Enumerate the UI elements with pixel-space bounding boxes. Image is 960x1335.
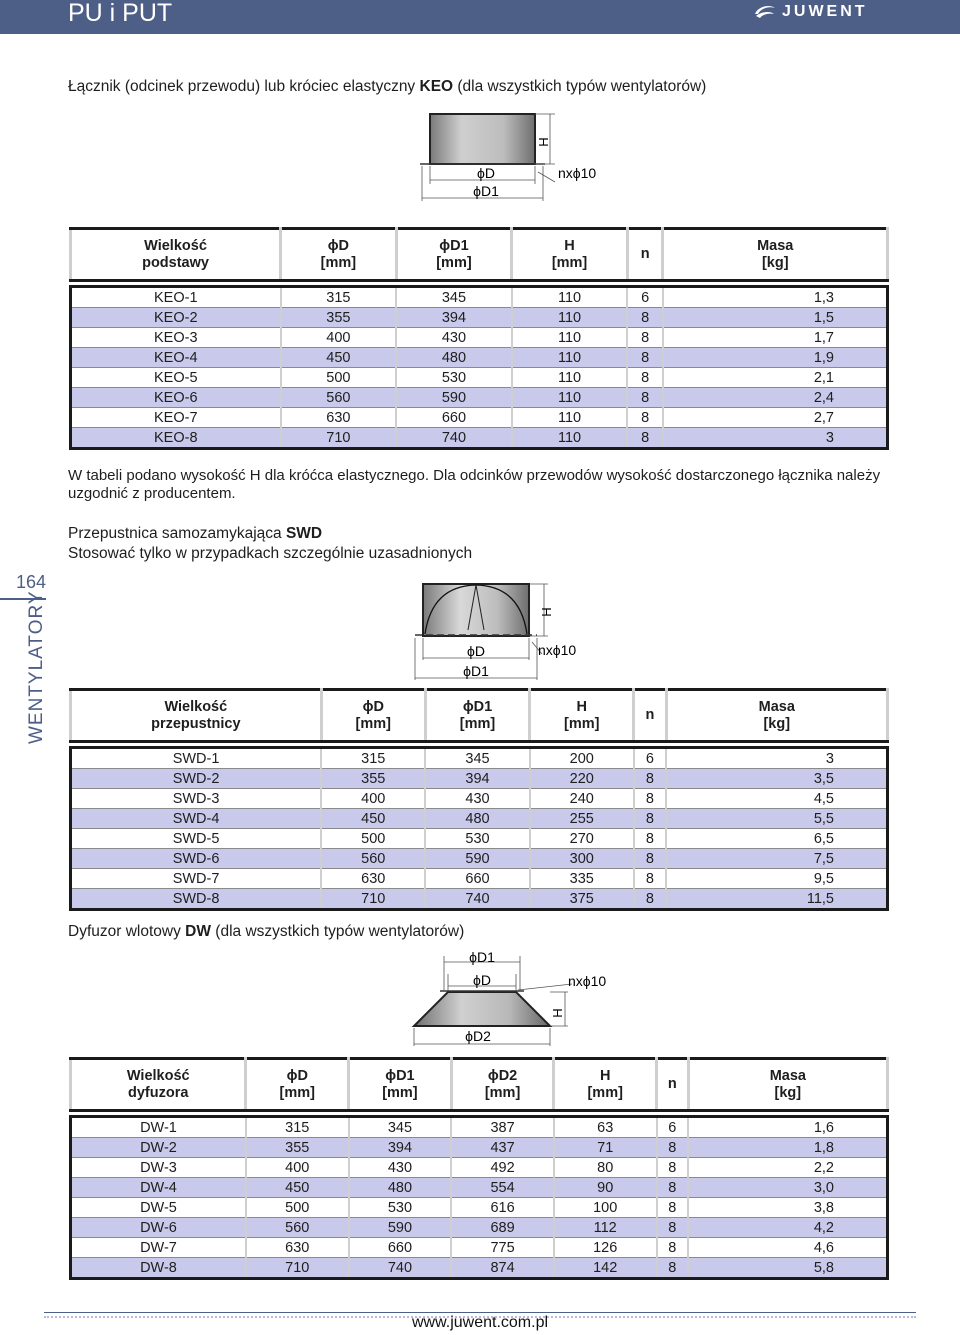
table-cell: 3,8 <box>688 1198 887 1218</box>
table-header-row <box>71 229 888 281</box>
table-cell: SWD-8 <box>71 889 322 910</box>
table-cell: KEO-2 <box>71 308 281 328</box>
table-cell: 530 <box>396 368 512 388</box>
keo-heading-text: Łącznik (odcinek przewodu) lub króciec elastyczny <box>68 78 420 95</box>
table-cell: SWD-7 <box>71 869 322 889</box>
column-header <box>663 229 888 281</box>
table-row <box>71 287 888 308</box>
column-header <box>657 1059 689 1111</box>
keo-heading-code: KEO <box>419 78 454 95</box>
table-cell: 1,3 <box>663 287 888 308</box>
table-cell: DW-4 <box>71 1178 246 1198</box>
table-cell: DW-7 <box>71 1238 246 1258</box>
table-cell: 355 <box>281 308 397 328</box>
table-cell: 110 <box>512 287 628 308</box>
table-cell: 1,8 <box>688 1138 887 1158</box>
table-cell: KEO-7 <box>71 408 281 428</box>
column-header-unit: dyfuzora <box>128 1084 189 1101</box>
swd-heading-code: SWD <box>285 525 323 542</box>
swd-diagram <box>410 578 610 684</box>
dw-table <box>69 1057 889 1280</box>
column-header <box>71 229 281 281</box>
table-cell: 110 <box>512 368 628 388</box>
table-cell: 710 <box>321 889 425 910</box>
dw-diagram <box>400 946 620 1050</box>
table-cell: 345 <box>425 748 529 769</box>
table-cell: 8 <box>627 348 663 368</box>
column-header <box>425 690 529 742</box>
table-cell: 8 <box>657 1238 689 1258</box>
table-cell: 5,5 <box>666 809 887 829</box>
column-header-title: n <box>645 707 655 723</box>
column-header-unit: [mm] <box>436 254 472 271</box>
table-cell: 590 <box>425 849 529 869</box>
table-cell: 71 <box>554 1138 657 1158</box>
table-cell: 110 <box>512 328 628 348</box>
column-header <box>71 690 322 742</box>
column-header-unit: podstawy <box>142 254 209 271</box>
table-row <box>71 809 888 829</box>
table-cell: KEO-1 <box>71 287 281 308</box>
column-header-title: ϕD2 <box>487 1067 518 1084</box>
table-cell: SWD-3 <box>71 789 322 809</box>
table-cell: 11,5 <box>666 889 887 910</box>
table-cell: 775 <box>451 1238 554 1258</box>
column-header-title: ϕD <box>327 237 350 254</box>
keo-label-holes: nxϕ10 <box>558 165 597 181</box>
table-cell: SWD-1 <box>71 748 322 769</box>
table-cell: 4,5 <box>666 789 887 809</box>
table-cell: 660 <box>349 1238 452 1258</box>
table-cell: 8 <box>657 1158 689 1178</box>
table-cell: 492 <box>451 1158 554 1178</box>
column-header-title: Masa <box>769 1067 806 1084</box>
table-row <box>71 1238 888 1258</box>
table-cell: 112 <box>554 1218 657 1238</box>
table-cell: 3,5 <box>666 769 887 789</box>
table-cell: 6 <box>627 287 663 308</box>
table-row <box>71 408 888 428</box>
table-row <box>71 829 888 849</box>
table-cell: 345 <box>396 287 512 308</box>
swd-label-holes: nxϕ10 <box>538 642 577 658</box>
table-cell: 660 <box>425 869 529 889</box>
table-cell: 500 <box>281 368 397 388</box>
table-cell: 142 <box>554 1258 657 1279</box>
table-cell: 430 <box>425 789 529 809</box>
table-row <box>71 328 888 348</box>
table-cell: SWD-5 <box>71 829 322 849</box>
table-cell: DW-6 <box>71 1218 246 1238</box>
table-cell: 8 <box>627 408 663 428</box>
table-cell: 387 <box>451 1117 554 1138</box>
column-header-unit: [mm] <box>551 254 588 271</box>
table-cell: 8 <box>627 328 663 348</box>
table-cell: 80 <box>554 1158 657 1178</box>
table-cell: 1,6 <box>688 1117 887 1138</box>
column-header <box>530 690 634 742</box>
table-cell: 660 <box>396 408 512 428</box>
keo-diagram <box>410 104 610 204</box>
table-cell: 394 <box>349 1138 452 1158</box>
table-cell: 500 <box>321 829 425 849</box>
table-cell: 8 <box>634 869 666 889</box>
table-cell: 554 <box>451 1178 554 1198</box>
table-cell: 400 <box>246 1158 349 1178</box>
table-row <box>71 348 888 368</box>
column-header-unit: [mm] <box>564 715 600 732</box>
table-row <box>71 1138 888 1158</box>
column-header <box>321 690 425 742</box>
column-header <box>396 229 512 281</box>
column-header-unit: [mm] <box>484 1084 521 1101</box>
table-cell: 1,9 <box>663 348 888 368</box>
table-cell: 355 <box>246 1138 349 1158</box>
table-cell: 90 <box>554 1178 657 1198</box>
column-header-unit: [kg] <box>761 254 789 271</box>
keo-table <box>69 227 889 450</box>
dw-heading-code: DW <box>185 923 211 940</box>
dw-heading-text: Dyfuzor wlotowy <box>68 923 186 940</box>
juwent-logo-icon <box>752 2 778 22</box>
column-header <box>71 1059 246 1111</box>
keo-label-h: H <box>536 137 551 147</box>
table-cell: 480 <box>425 809 529 829</box>
column-header-unit: [mm] <box>459 715 496 732</box>
swd-label-d: ϕD <box>467 643 485 659</box>
swd-label-d1: ϕD1 <box>463 663 489 679</box>
dw-label-d: ϕD <box>473 972 491 988</box>
table-cell: 315 <box>246 1117 349 1138</box>
table-row <box>71 1158 888 1178</box>
table-cell: 110 <box>512 348 628 368</box>
column-header-title: Masa <box>758 698 795 715</box>
table-cell: 8 <box>657 1258 689 1279</box>
table-cell: 8 <box>657 1198 689 1218</box>
table-row <box>71 1218 888 1238</box>
column-header <box>666 690 887 742</box>
table-cell: 255 <box>530 809 634 829</box>
table-cell: 590 <box>349 1218 452 1238</box>
table-cell: 100 <box>554 1198 657 1218</box>
table-cell: 710 <box>281 428 397 449</box>
table-cell: 740 <box>425 889 529 910</box>
column-header-title: ϕD <box>286 1067 308 1084</box>
table-cell: 345 <box>349 1117 452 1138</box>
table-cell: 375 <box>530 889 634 910</box>
keo-heading-suffix: (dla wszystkich typów wentylatorów) <box>453 78 707 95</box>
table-cell: 335 <box>530 869 634 889</box>
table-cell: 437 <box>451 1138 554 1158</box>
column-header-unit: [mm] <box>587 1084 623 1101</box>
table-cell: 9,5 <box>666 869 887 889</box>
table-row <box>71 769 888 789</box>
table-cell: 220 <box>530 769 634 789</box>
dw-heading-suffix: (dla wszystkich typów wentylatorów) <box>210 923 465 940</box>
table-cell: 300 <box>530 849 634 869</box>
table-cell: 126 <box>554 1238 657 1258</box>
table-row <box>71 368 888 388</box>
table-cell: SWD-2 <box>71 769 322 789</box>
keo-heading <box>68 78 706 96</box>
table-cell: 8 <box>627 428 663 449</box>
table-row <box>71 748 888 769</box>
table-cell: 315 <box>281 287 397 308</box>
keo-label-d1: ϕD1 <box>473 183 499 199</box>
table-cell: 530 <box>349 1198 452 1218</box>
table-cell: 689 <box>451 1218 554 1238</box>
swd-heading-text: Przepustnica samozamykająca <box>68 525 286 542</box>
column-header <box>349 1059 452 1111</box>
table-cell: 480 <box>396 348 512 368</box>
table-cell: DW-5 <box>71 1198 246 1218</box>
swd-subheading: Stosować tylko w przypadkach szczególnie uzasadnionych <box>68 545 473 562</box>
table-cell: 6,5 <box>666 829 887 849</box>
table-cell: 430 <box>396 328 512 348</box>
table-cell: 1,5 <box>663 308 888 328</box>
table-cell: 8 <box>634 809 666 829</box>
table-header-row <box>71 1059 888 1111</box>
table-cell: 6 <box>657 1117 689 1138</box>
column-header-title: ϕD <box>362 698 384 715</box>
column-header <box>688 1059 887 1111</box>
column-header <box>246 1059 349 1111</box>
table-cell: KEO-5 <box>71 368 281 388</box>
column-header-title: n <box>640 246 650 262</box>
table-cell: 560 <box>321 849 425 869</box>
brand-name: JUWENT <box>782 3 868 20</box>
table-row <box>71 388 888 408</box>
brand-logo <box>752 2 898 22</box>
column-header <box>634 690 666 742</box>
table-cell: 560 <box>246 1218 349 1238</box>
table-cell: 2,7 <box>663 408 888 428</box>
table-cell: 315 <box>321 748 425 769</box>
table-row <box>71 1178 888 1198</box>
table-cell: 8 <box>634 769 666 789</box>
table-cell: 8 <box>634 829 666 849</box>
table-cell: 8 <box>634 789 666 809</box>
table-cell: DW-8 <box>71 1258 246 1279</box>
dw-label-d1: ϕD1 <box>469 949 495 965</box>
table-cell: 63 <box>554 1117 657 1138</box>
table-cell: KEO-4 <box>71 348 281 368</box>
table-cell: 560 <box>281 388 397 408</box>
table-cell: 3 <box>666 748 887 769</box>
table-cell: 394 <box>425 769 529 789</box>
table-cell: KEO-6 <box>71 388 281 408</box>
table-cell: 110 <box>512 308 628 328</box>
table-cell: SWD-4 <box>71 809 322 829</box>
column-header-unit: [mm] <box>320 254 357 271</box>
column-header-title: ϕD1 <box>462 698 493 715</box>
table-cell: 590 <box>396 388 512 408</box>
table-cell: 2,2 <box>688 1158 887 1178</box>
column-header-title: Wielkość <box>164 698 228 715</box>
header-bar <box>0 0 960 34</box>
keo-label-d: ϕD <box>477 165 495 181</box>
table-cell: 4,6 <box>688 1238 887 1258</box>
table-cell: 2,1 <box>663 368 888 388</box>
table-cell: 4,2 <box>688 1218 887 1238</box>
table-cell: 1,7 <box>663 328 888 348</box>
table-cell: 616 <box>451 1198 554 1218</box>
table-cell: 6 <box>634 748 666 769</box>
column-header <box>554 1059 657 1111</box>
table-cell: SWD-6 <box>71 849 322 869</box>
table-row <box>71 889 888 910</box>
footer-rule <box>44 1312 916 1313</box>
column-header-unit: [mm] <box>355 715 391 732</box>
table-cell: DW-2 <box>71 1138 246 1158</box>
column-header-title: H <box>564 237 575 254</box>
table-cell: 710 <box>246 1258 349 1279</box>
column-header-title: H <box>576 698 587 715</box>
table-cell: 240 <box>530 789 634 809</box>
column-header-unit: [kg] <box>774 1084 802 1101</box>
table-cell: 450 <box>321 809 425 829</box>
table-cell: 630 <box>246 1238 349 1258</box>
table-cell: 8 <box>627 388 663 408</box>
table-cell: 740 <box>349 1258 452 1279</box>
table-row <box>71 1117 888 1138</box>
table-row <box>71 308 888 328</box>
table-cell: 8 <box>634 849 666 869</box>
table-cell: 110 <box>512 428 628 449</box>
table-cell: 480 <box>349 1178 452 1198</box>
table-cell: 8 <box>657 1178 689 1198</box>
table-cell: 2,4 <box>663 388 888 408</box>
column-header-unit: przepustnicy <box>151 715 241 732</box>
dw-label-holes: nxϕ10 <box>568 973 607 989</box>
column-header-unit: [mm] <box>279 1084 315 1101</box>
table-cell: 270 <box>530 829 634 849</box>
swd-label-h: H <box>539 607 554 617</box>
table-cell: 740 <box>396 428 512 449</box>
table-cell: 110 <box>512 388 628 408</box>
table-row <box>71 1258 888 1279</box>
table-cell: 430 <box>349 1158 452 1178</box>
table-cell: 200 <box>530 748 634 769</box>
column-header-title: H <box>599 1067 611 1084</box>
table-cell: 500 <box>246 1198 349 1218</box>
table-row <box>71 789 888 809</box>
table-cell: 630 <box>281 408 397 428</box>
table-cell: 394 <box>396 308 512 328</box>
column-header <box>512 229 628 281</box>
table-cell: KEO-3 <box>71 328 281 348</box>
column-header-title: Masa <box>757 237 794 254</box>
dw-label-h: H <box>550 1008 565 1018</box>
swd-table <box>69 688 889 911</box>
column-header-title: Wielkość <box>144 237 207 254</box>
table-cell: DW-3 <box>71 1158 246 1178</box>
table-cell: 355 <box>321 769 425 789</box>
table-cell: 8 <box>627 308 663 328</box>
page-title: PU i PUT <box>68 0 173 27</box>
section-label: WENTYLATORY <box>26 590 47 744</box>
table-cell: 8 <box>634 889 666 910</box>
table-cell: 5,8 <box>688 1258 887 1279</box>
column-header <box>451 1059 554 1111</box>
column-header <box>627 229 663 281</box>
table-cell: 400 <box>321 789 425 809</box>
page-number: 164 <box>0 572 46 600</box>
table-cell: 530 <box>425 829 529 849</box>
column-header-title: ϕD1 <box>439 237 469 254</box>
swd-heading <box>68 525 322 543</box>
footer-url: www.juwent.com.pl <box>411 1314 549 1331</box>
dw-label-d2: ϕD2 <box>465 1028 491 1044</box>
table-cell: KEO-8 <box>71 428 281 449</box>
table-cell: 110 <box>512 408 628 428</box>
column-header <box>281 229 397 281</box>
column-header-title: ϕD1 <box>385 1067 415 1084</box>
table-cell: 450 <box>281 348 397 368</box>
table-row <box>71 428 888 449</box>
table-row <box>71 1198 888 1218</box>
table-cell: 874 <box>451 1258 554 1279</box>
table-header-row <box>71 690 888 742</box>
table-row <box>71 869 888 889</box>
table-row <box>71 849 888 869</box>
column-header-unit: [mm] <box>382 1084 418 1101</box>
table-cell: 8 <box>627 368 663 388</box>
table-cell: DW-1 <box>71 1117 246 1138</box>
table-cell: 8 <box>657 1218 689 1238</box>
table-cell: 630 <box>321 869 425 889</box>
keo-note: W tabeli podano wysokość H dla króćca elastycznego. Dla odcinków przewodów wysokość dostarczonego łącznika należy uzgodnić z producentem. <box>68 467 881 502</box>
column-header-unit: [kg] <box>763 715 791 732</box>
table-cell: 7,5 <box>666 849 887 869</box>
table-cell: 450 <box>246 1178 349 1198</box>
column-header-title: n <box>667 1076 677 1092</box>
table-cell: 400 <box>281 328 397 348</box>
table-cell: 8 <box>657 1138 689 1158</box>
table-cell: 3,0 <box>688 1178 887 1198</box>
table-cell: 3 <box>663 428 888 449</box>
dw-heading <box>68 923 464 941</box>
column-header-title: Wielkość <box>126 1067 190 1084</box>
